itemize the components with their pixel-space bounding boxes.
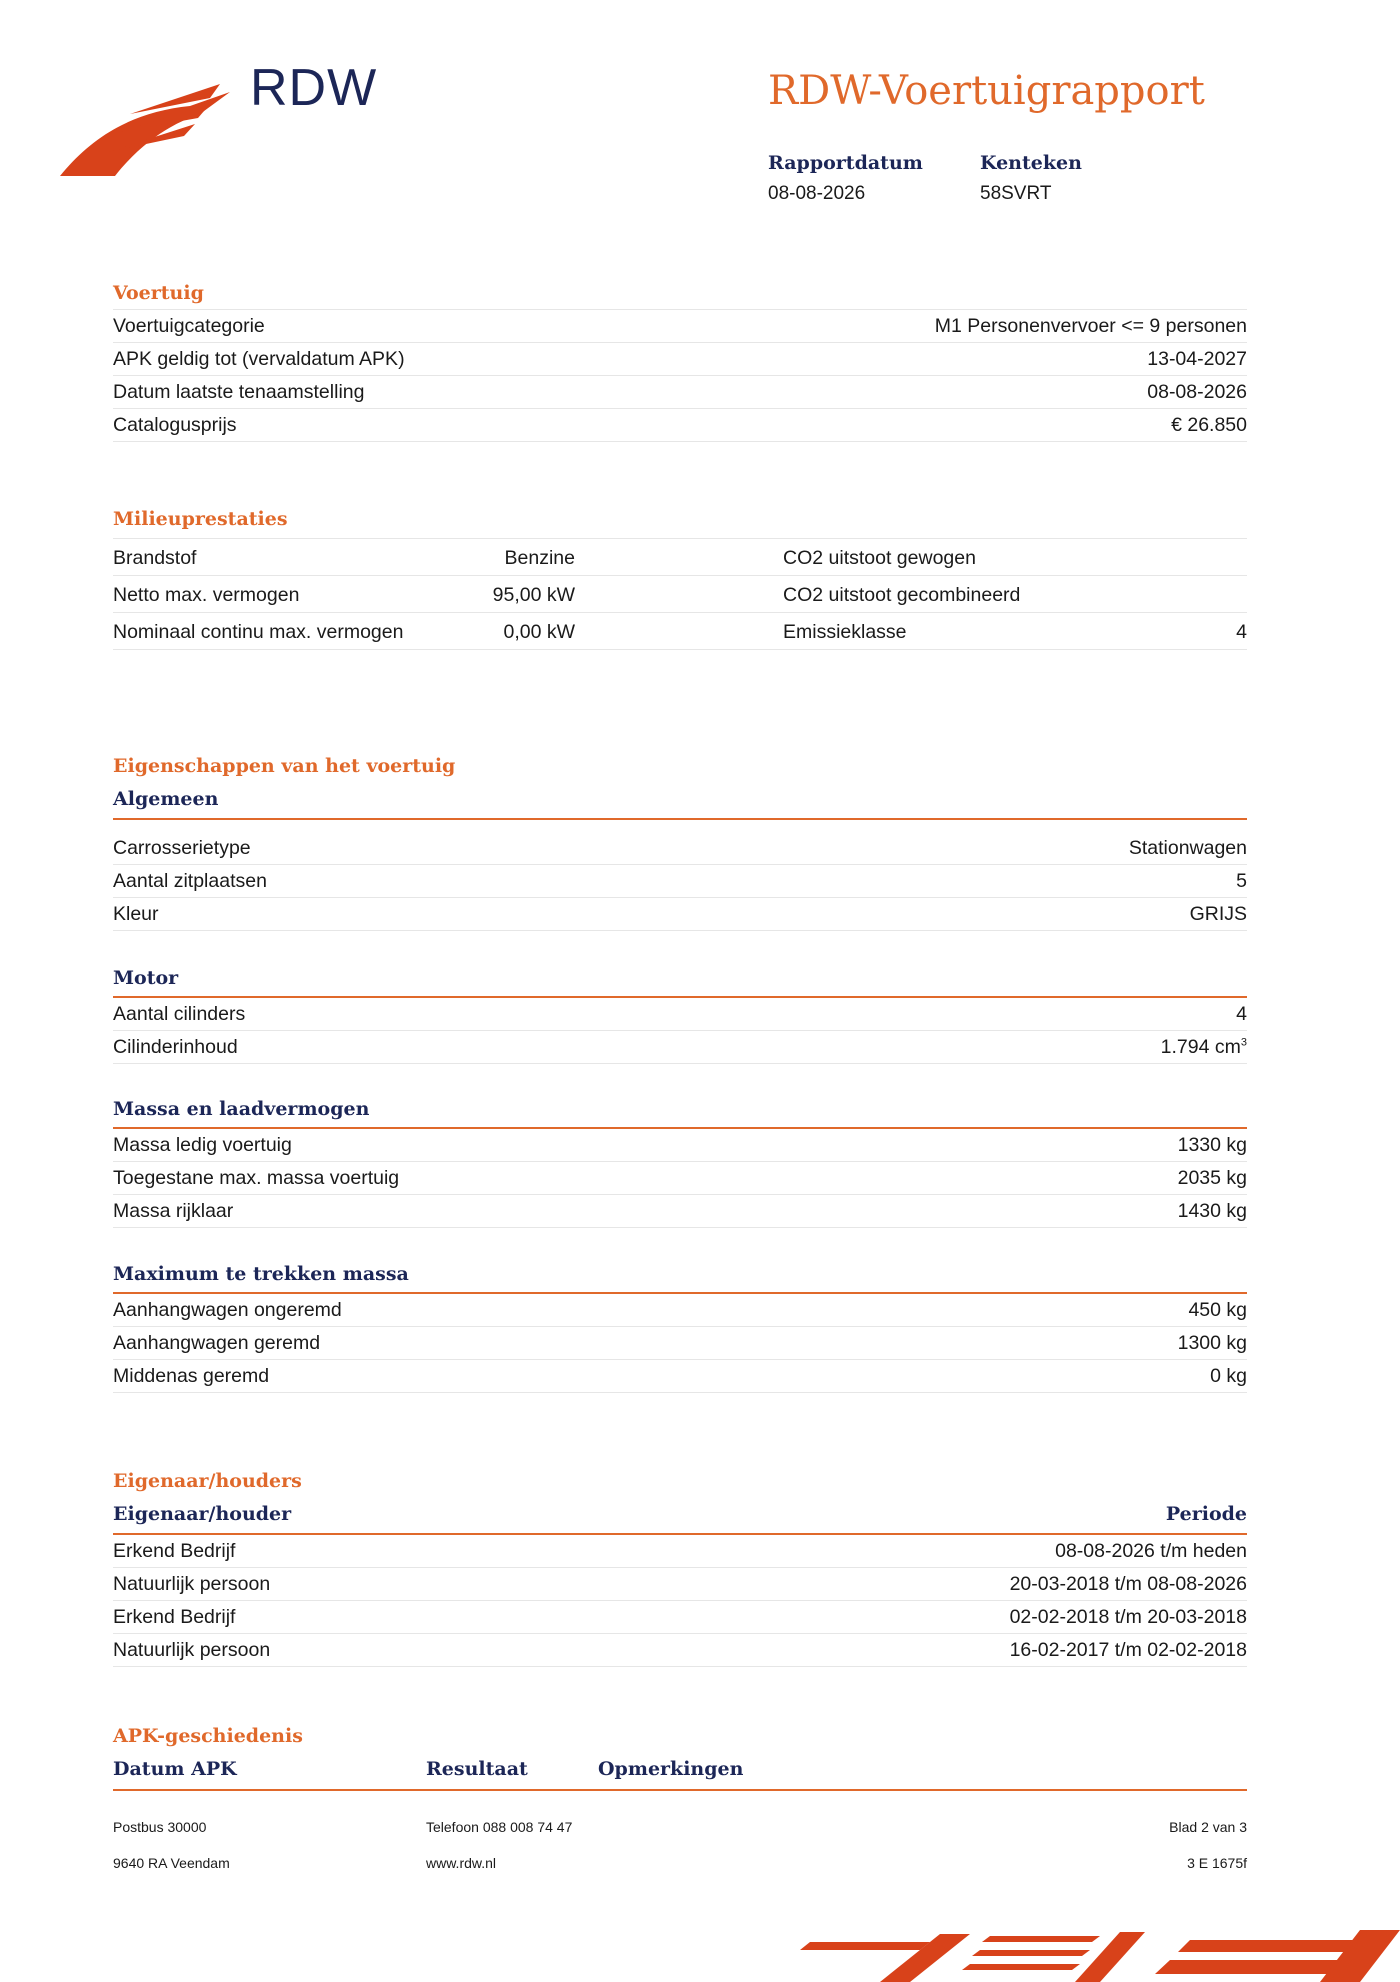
cylinder-volume-value: 1.794 cm bbox=[1160, 1035, 1241, 1058]
table-row bbox=[113, 376, 1247, 409]
subsection-title-algemeen: Algemeen bbox=[113, 788, 219, 810]
voertuig-table bbox=[113, 309, 1247, 442]
footer-web[interactable]: www.rdw.nl bbox=[426, 1855, 497, 1871]
table-row bbox=[113, 1327, 1247, 1360]
row-label: Erkend Bedrijf bbox=[113, 1539, 236, 1562]
report-title: RDW-Voertuigrapport bbox=[768, 68, 1205, 114]
row-value: M1 Personenvervoer <= 9 personen bbox=[934, 314, 1247, 337]
table-row bbox=[113, 539, 1247, 576]
algemeen-table bbox=[113, 832, 1247, 931]
row-value: 0,00 kW bbox=[503, 621, 575, 643]
row-value: 1430 kg bbox=[1177, 1199, 1247, 1222]
table-row bbox=[113, 1031, 1247, 1064]
table-row bbox=[113, 1568, 1247, 1601]
section-title-milieu: Milieuprestaties bbox=[113, 508, 288, 530]
column-header-date: Datum APK bbox=[113, 1758, 237, 1780]
row-label: Emissieklasse bbox=[783, 621, 907, 643]
row-value: 02-02-2018 t/m 20-03-2018 bbox=[1009, 1605, 1247, 1628]
table-row bbox=[113, 310, 1247, 343]
table-row bbox=[113, 898, 1247, 931]
table-row bbox=[113, 865, 1247, 898]
logo-text: RDW bbox=[250, 59, 378, 117]
table-row bbox=[113, 1129, 1247, 1162]
row-label: Catalogusprijs bbox=[113, 413, 237, 436]
report-date-label: Rapportdatum bbox=[768, 152, 923, 174]
divider bbox=[113, 818, 1247, 820]
motor-table bbox=[113, 998, 1247, 1064]
row-label: Massa ledig voertuig bbox=[113, 1133, 292, 1156]
section-title-voertuig: Voertuig bbox=[113, 282, 204, 304]
row-value: 1300 kg bbox=[1177, 1331, 1247, 1354]
unit-superscript: 3 bbox=[1240, 1036, 1247, 1048]
row-label: Cilinderinhoud bbox=[113, 1035, 238, 1058]
column-header-owner: Eigenaar/houder bbox=[113, 1503, 292, 1525]
table-row bbox=[113, 1360, 1247, 1393]
footer-postbus: Postbus 30000 bbox=[113, 1819, 207, 1835]
apk-header-row bbox=[113, 1758, 1247, 1786]
footer-page: Blad 2 van 3 bbox=[1169, 1819, 1247, 1835]
row-value: 4 bbox=[1236, 1002, 1247, 1025]
row-value: 95,00 kW bbox=[492, 584, 575, 606]
row-label: Middenas geremd bbox=[113, 1364, 270, 1387]
table-row bbox=[113, 1162, 1247, 1195]
subsection-title-motor: Motor bbox=[113, 967, 179, 989]
table-row bbox=[113, 343, 1247, 376]
row-value: 1330 kg bbox=[1177, 1133, 1247, 1156]
table-row bbox=[113, 1634, 1247, 1667]
row-label: Netto max. vermogen bbox=[113, 584, 300, 606]
plate-label: Kenteken bbox=[980, 152, 1082, 174]
row-label: Aanhangwagen geremd bbox=[113, 1331, 321, 1354]
table-row bbox=[113, 1601, 1247, 1634]
section-title-eigenaren: Eigenaar/houders bbox=[113, 1470, 302, 1492]
rdw-logo-icon bbox=[60, 84, 230, 179]
row-value: 2035 kg bbox=[1177, 1166, 1247, 1189]
row-value: GRIJS bbox=[1189, 902, 1247, 925]
report-date-value: 08-08-2026 bbox=[768, 183, 866, 204]
table-row bbox=[113, 998, 1247, 1031]
footer-code: 3 E 1675f bbox=[1187, 1855, 1247, 1871]
table-row bbox=[113, 1195, 1247, 1228]
table-row bbox=[113, 613, 1247, 650]
table-row bbox=[113, 832, 1247, 865]
row-value: 08-08-2026 bbox=[1147, 380, 1247, 403]
row-label: Natuurlijk persoon bbox=[113, 1638, 271, 1661]
row-value: € 26.850 bbox=[1171, 413, 1247, 436]
footer-phone: Telefoon 088 008 74 47 bbox=[426, 1819, 573, 1835]
row-label: APK geldig tot (vervaldatum APK) bbox=[113, 347, 405, 370]
divider bbox=[113, 1789, 1247, 1791]
column-header-remarks: Opmerkingen bbox=[598, 1758, 744, 1780]
subsection-title-massa: Massa en laadvermogen bbox=[113, 1098, 370, 1120]
table-row bbox=[113, 1535, 1247, 1568]
row-label: Aantal zitplaatsen bbox=[113, 869, 267, 892]
row-value: Stationwagen bbox=[1128, 836, 1247, 859]
row-label: Aanhangwagen ongeremd bbox=[113, 1298, 342, 1321]
row-label: Brandstof bbox=[113, 547, 197, 569]
eigenaren-header-row bbox=[113, 1503, 1247, 1531]
row-label: Nominaal continu max. vermogen bbox=[113, 621, 404, 643]
row-value: 0 kg bbox=[1210, 1364, 1247, 1387]
row-value: Benzine bbox=[504, 547, 575, 569]
row-label: Massa rijklaar bbox=[113, 1199, 234, 1222]
section-title-eigenschappen: Eigenschappen van het voertuig bbox=[113, 755, 456, 777]
row-label: CO2 uitstoot gecombineerd bbox=[783, 584, 1021, 606]
table-row bbox=[113, 409, 1247, 442]
row-label: Toegestane max. massa voertuig bbox=[113, 1166, 400, 1189]
row-value: 450 kg bbox=[1188, 1298, 1247, 1321]
row-label: Carrosserietype bbox=[113, 836, 251, 859]
row-label: Kleur bbox=[113, 902, 159, 925]
row-label: Voertuigcategorie bbox=[113, 314, 265, 337]
row-label: Datum laatste tenaamstelling bbox=[113, 380, 365, 403]
plate-value: 58SVRT bbox=[980, 183, 1052, 204]
table-row bbox=[113, 576, 1247, 613]
row-value bbox=[1161, 1036, 1247, 1059]
row-label: Aantal cilinders bbox=[113, 1002, 246, 1025]
row-value: 4 bbox=[1236, 621, 1247, 643]
massa-table bbox=[113, 1129, 1247, 1228]
row-value: 13-04-2027 bbox=[1147, 347, 1247, 370]
subsection-title-trekken: Maximum te trekken massa bbox=[113, 1263, 409, 1285]
row-value: 20-03-2018 t/m 08-08-2026 bbox=[1009, 1572, 1247, 1595]
section-title-apk: APK-geschiedenis bbox=[113, 1725, 303, 1747]
row-label: Erkend Bedrijf bbox=[113, 1605, 236, 1628]
footer-city: 9640 RA Veendam bbox=[113, 1855, 230, 1871]
eigenaren-table bbox=[113, 1535, 1247, 1667]
trekken-table bbox=[113, 1294, 1247, 1393]
column-header-period: Periode bbox=[1165, 1503, 1247, 1525]
column-header-result: Resultaat bbox=[426, 1758, 528, 1780]
row-value: 16-02-2017 t/m 02-02-2018 bbox=[1009, 1638, 1247, 1661]
row-value: 5 bbox=[1236, 869, 1247, 892]
row-value: 08-08-2026 t/m heden bbox=[1055, 1539, 1247, 1562]
row-label: Natuurlijk persoon bbox=[113, 1572, 271, 1595]
rdw-stripes-decoration bbox=[800, 1922, 1400, 1982]
table-row bbox=[113, 1294, 1247, 1327]
milieu-table bbox=[113, 538, 1247, 650]
row-label: CO2 uitstoot gewogen bbox=[783, 547, 976, 569]
